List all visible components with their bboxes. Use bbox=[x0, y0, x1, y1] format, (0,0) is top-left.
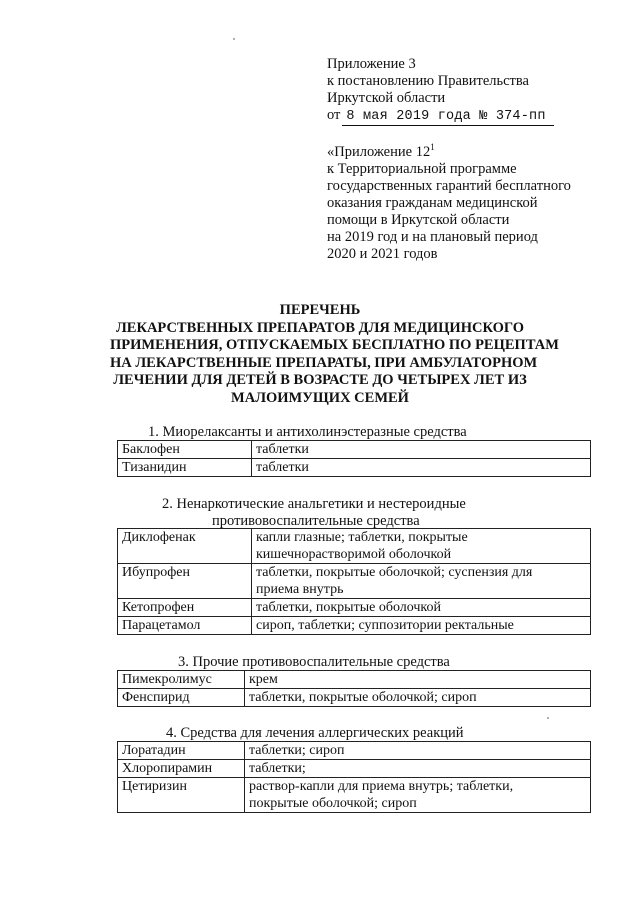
drug-name: Лоратадин bbox=[118, 742, 245, 760]
drug-name: Хлоропирамин bbox=[118, 760, 245, 778]
drug-form: таблетки, покрытые оболочкой bbox=[252, 599, 591, 617]
title-line: ЛЕЧЕНИИ ДЛЯ ДЕТЕЙ В ВОЗРАСТЕ ДО ЧЕТЫРЕХ ЛЕТ ИЗ bbox=[113, 372, 527, 388]
title-line: ПРИМЕНЕНИЯ, ОТПУСКАЕМЫХ БЕСПЛАТНО ПО РЕЦЕПТАМ bbox=[110, 337, 559, 353]
table-row bbox=[118, 564, 591, 599]
table-row bbox=[118, 459, 591, 477]
drug-form-line: таблетки, покрытые оболочкой; суспензия для bbox=[256, 565, 533, 580]
appendix-region: Иркутской области bbox=[327, 90, 446, 106]
drug-form-line: кишечнорастворимой оболочкой bbox=[256, 547, 452, 562]
drug-name: Пимекролимус bbox=[118, 671, 245, 689]
appendix-resolution: к постановлению Правительства bbox=[327, 73, 529, 89]
drug-form bbox=[252, 564, 591, 599]
drug-form-line: приема внутрь bbox=[256, 582, 344, 597]
title-line: ЛЕКАРСТВЕННЫХ ПРЕПАРАТОВ ДЛЯ МЕДИЦИНСКОГО bbox=[115, 319, 525, 336]
drug-form: таблетки; bbox=[245, 760, 591, 778]
title-line: НА ЛЕКАРСТВЕННЫЕ ПРЕПАРАТЫ, ПРИ АМБУЛАТОРНОМ bbox=[110, 354, 538, 371]
date-prefix: от bbox=[327, 107, 341, 123]
section-2-heading-line1: 2. Ненаркотические анальгетики и нестероидные bbox=[162, 496, 466, 512]
drug-name: Кетопрофен bbox=[118, 599, 252, 617]
scan-speck bbox=[547, 717, 549, 719]
section-2-table bbox=[117, 528, 591, 635]
title-line: ПЕРЕЧЕНЬ bbox=[279, 302, 361, 318]
section-3-heading: 3. Прочие противовоспалительные средства bbox=[178, 654, 450, 670]
table-row bbox=[118, 617, 591, 635]
table-row bbox=[118, 760, 591, 778]
table-row bbox=[118, 441, 591, 459]
program-appendix-header bbox=[327, 144, 571, 263]
drug-name: Диклофенак bbox=[118, 529, 252, 564]
resolution-date: 8 мая 2019 года № 374-пп bbox=[342, 108, 553, 126]
section-4-table bbox=[117, 741, 591, 813]
program-line: оказания гражданам медицинской bbox=[327, 195, 538, 211]
drug-form bbox=[245, 778, 591, 813]
drug-form: таблетки; сироп bbox=[245, 742, 591, 760]
section-4-heading: 4. Средства для лечения аллергических реакций bbox=[166, 725, 464, 741]
program-line: помощи в Иркутской области bbox=[327, 212, 510, 228]
table-row bbox=[118, 529, 591, 564]
title-line: МАЛОИМУЩИХ СЕМЕЙ bbox=[231, 389, 409, 406]
program-line: 2020 и 2021 годов bbox=[327, 246, 438, 262]
table-row bbox=[118, 778, 591, 813]
section-1-heading: 1. Миорелаксанты и антихолинэстеразные средства bbox=[148, 424, 467, 440]
appendix-number: Приложение 3 bbox=[327, 56, 416, 72]
drug-form: сироп, таблетки; суппозитории ректальные bbox=[252, 617, 591, 635]
drug-form: таблетки bbox=[252, 441, 591, 459]
section-3-table bbox=[117, 670, 591, 707]
drug-name: Парацетамол bbox=[118, 617, 252, 635]
document-title bbox=[110, 302, 559, 407]
drug-form: таблетки bbox=[252, 459, 591, 477]
table-row bbox=[118, 599, 591, 617]
program-line: к Территориальной программе bbox=[327, 161, 517, 177]
program-line: на 2019 год и на плановый период bbox=[327, 229, 538, 245]
section-2-heading-line2: противовоспалительные средства bbox=[212, 513, 420, 529]
drug-form: таблетки, покрытые оболочкой; сироп bbox=[245, 689, 591, 707]
drug-name: Тизанидин bbox=[118, 459, 252, 477]
appendix-superscript: 1 bbox=[430, 142, 435, 152]
drug-form bbox=[252, 529, 591, 564]
drug-form-line: капли глазные; таблетки, покрытые bbox=[256, 530, 468, 545]
scan-speck bbox=[233, 38, 235, 40]
appendix-date-line bbox=[327, 107, 554, 126]
drug-form-line: раствор-капли для приема внутрь; таблетки, bbox=[249, 779, 514, 794]
drug-form: крем bbox=[245, 671, 591, 689]
program-line: государственных гарантий бесплатного bbox=[327, 178, 571, 194]
section-1-table bbox=[117, 440, 591, 477]
table-row bbox=[118, 671, 591, 689]
table-row bbox=[118, 742, 591, 760]
drug-name: Фенспирид bbox=[118, 689, 245, 707]
drug-name: Цетиризин bbox=[118, 778, 245, 813]
appendix-header bbox=[327, 56, 554, 126]
drug-name: Баклофен bbox=[118, 441, 252, 459]
drug-name: Ибупрофен bbox=[118, 564, 252, 599]
program-appendix-label: «Приложение $12^1$ bbox=[327, 142, 435, 160]
table-row bbox=[118, 689, 591, 707]
drug-form-line: покрытые оболочкой; сироп bbox=[249, 796, 417, 811]
